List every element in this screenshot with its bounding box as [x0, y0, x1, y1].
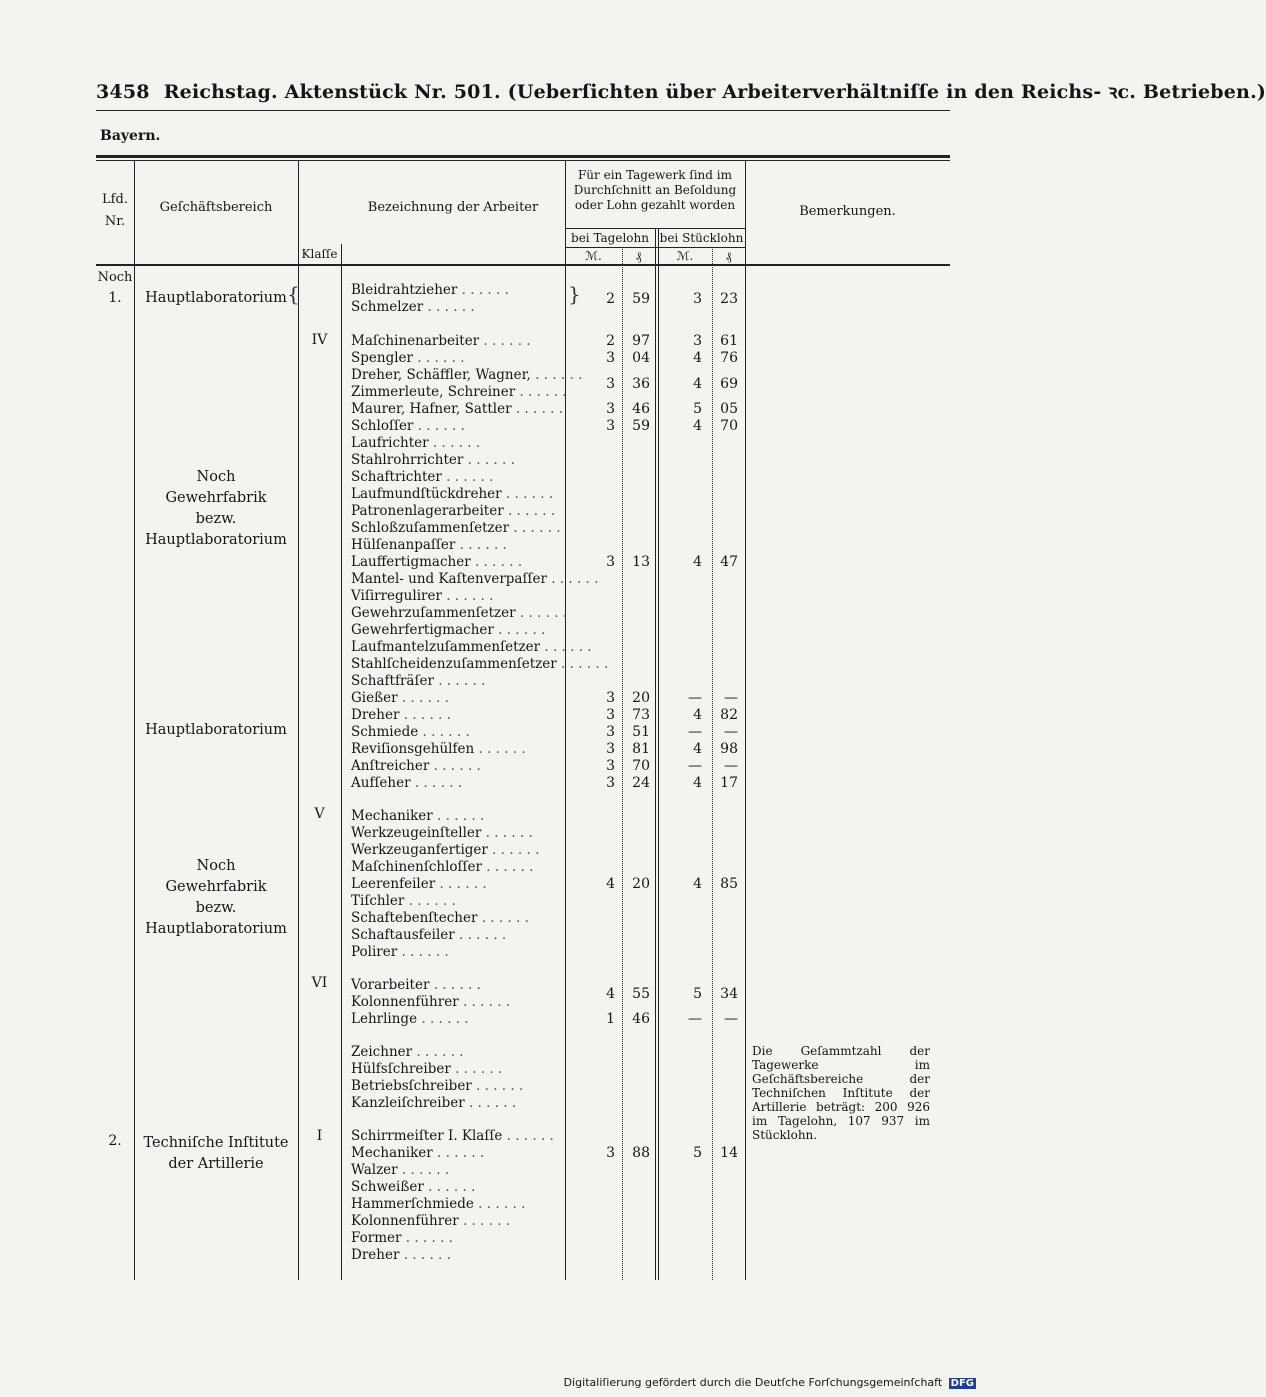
- leader-dots: . . . . . .: [479, 333, 531, 349]
- worker-name: [351, 282, 509, 298]
- col-pf-s: ₰: [725, 249, 732, 263]
- dept-line: der Artillerie: [168, 1156, 264, 1172]
- header-bottom-rule: [96, 264, 950, 266]
- dept-line: bezw.: [195, 511, 237, 527]
- wage-cell-sm: —: [688, 724, 702, 740]
- leader-dots: . . . . . .: [423, 299, 475, 315]
- wage-cell-tp: 59: [632, 291, 650, 307]
- worker-name: [351, 994, 510, 1010]
- wage-cell-sp: 70: [720, 418, 738, 434]
- worker-label: Betriebsſchreiber: [351, 1078, 472, 1094]
- worker-label: Gewehrfertigmacher: [351, 622, 494, 638]
- klasse-i: I: [316, 1128, 323, 1144]
- wage-cell-tm: 3: [606, 418, 615, 434]
- leader-dots: . . . . . .: [493, 622, 546, 638]
- dept-line: Hauptlaboratorium: [145, 532, 287, 548]
- leader-dots: . . . . . .: [463, 452, 515, 468]
- page-number: 3458: [96, 81, 150, 103]
- worker-label: Laufrichter: [351, 435, 429, 451]
- worker-name: [351, 1061, 502, 1077]
- worker-label: Laufmantelzuſammenſetzer: [351, 639, 541, 655]
- wage-cell-sm: 4: [693, 350, 702, 366]
- worker-name: [351, 1213, 510, 1229]
- leader-dots: . . . . . .: [515, 605, 568, 621]
- worker-name: [351, 1078, 523, 1094]
- worker-name: [351, 977, 481, 993]
- worker-name: [351, 299, 475, 315]
- worker-name: [351, 808, 484, 824]
- wage-cell-sm: 4: [693, 876, 702, 892]
- leader-dots: . . . . . .: [509, 520, 561, 536]
- dfg-logo: DFG: [950, 1378, 974, 1389]
- wage-cell-tm: 3: [606, 690, 615, 706]
- wage-cell-sm: 5: [693, 1145, 702, 1161]
- worker-label: Vorarbeiter: [351, 977, 430, 993]
- wage-cell-sm: 4: [693, 418, 702, 434]
- sub-rule: [565, 228, 745, 229]
- wage-cell-sp: 17: [720, 775, 738, 791]
- worker-label: Dreher: [351, 707, 400, 723]
- leader-dots: . . . . . .: [481, 859, 534, 875]
- wage-cell-sm: 4: [693, 707, 702, 723]
- worker-label: Stahlrohrrichter: [351, 452, 464, 468]
- dept-line: Gewehrfabrik: [165, 879, 267, 895]
- leader-dots: . . . . . .: [503, 503, 556, 519]
- worker-label: Schaftausfeiler: [351, 927, 455, 943]
- leader-dots: . . . . . .: [457, 282, 509, 298]
- worker-name: [351, 1247, 451, 1263]
- leader-dots: . . . . . .: [418, 724, 470, 740]
- wage-cell-tm: 3: [606, 707, 615, 723]
- worker-name: [351, 1179, 475, 1195]
- worker-label: Schmelzer: [351, 299, 424, 315]
- wage-cell-sp: 34: [720, 986, 738, 1002]
- wage-cell-tm: 4: [606, 986, 615, 1002]
- worker-name: [351, 333, 531, 349]
- col-durchschnitt: Für ein Tagewerk ſind im Durchſchnitt an Beſoldung oder Lohn gezahlt worden: [573, 168, 737, 212]
- wage-cell-tp: 24: [632, 775, 650, 791]
- worker-name: [351, 707, 451, 723]
- col-rule: [745, 160, 746, 1280]
- dept-line: Gewehrfabrik: [165, 490, 267, 506]
- leader-dots: . . . . . .: [540, 639, 592, 655]
- worker-label: Kolonnenführer: [351, 1213, 459, 1229]
- worker-name: [351, 605, 567, 621]
- leader-dots: . . . . . .: [487, 842, 540, 858]
- row-number-2: 2.: [108, 1133, 122, 1149]
- worker-label: Spengler: [351, 350, 413, 366]
- worker-name: [351, 1162, 449, 1178]
- leader-dots: . . . . . .: [450, 1061, 503, 1077]
- leader-dots: . . . . . .: [399, 707, 451, 723]
- worker-name: [351, 927, 506, 943]
- worker-label: Gewehrzuſammenſetzer: [351, 605, 516, 621]
- worker-label: Tiſchler: [351, 893, 405, 909]
- wage-cell-tm: 3: [606, 350, 615, 366]
- worker-name: [351, 944, 449, 960]
- worker-name: [351, 825, 533, 841]
- worker-name: [351, 758, 481, 774]
- worker-label: Mechaniker: [351, 808, 433, 824]
- worker-name: [351, 384, 567, 400]
- worker-name: [351, 1196, 525, 1212]
- worker-label: Lauffertigmacher: [351, 554, 471, 570]
- worker-label: Zeichner: [351, 1044, 413, 1060]
- wage-cell-tp: 46: [632, 401, 650, 417]
- leader-dots: . . . . . .: [477, 910, 529, 926]
- page-title: Reichstag. Aktenstück Nr. 501. (Ueberſichten über Arbeiterverhältniſſe in den Reichs- ꝛc. Betrieben.): [163, 81, 1266, 103]
- leader-dots: . . . . . .: [429, 758, 481, 774]
- wage-cell-tm: 3: [606, 376, 615, 392]
- wage-cell-sm: 3: [693, 291, 702, 307]
- wage-cell-tp: 36: [632, 376, 650, 392]
- leader-dots: . . . . . .: [417, 1011, 469, 1027]
- leader-dots: . . . . . .: [515, 384, 567, 400]
- worker-label: Mantel- und Kaſtenverpaſſer: [351, 571, 547, 587]
- dept-line: Noch: [196, 858, 236, 874]
- wage-cell-sm: —: [688, 690, 702, 706]
- leader-dots: . . . . . .: [473, 1196, 526, 1212]
- worker-label: Schweißer: [351, 1179, 424, 1195]
- worker-label: Viſirregulirer: [351, 588, 442, 604]
- leader-dots: . . . . . .: [458, 1213, 511, 1229]
- wage-cell-sp: 47: [720, 554, 738, 570]
- wage-cell-sm: 4: [693, 741, 702, 757]
- row-number-1: 1.: [108, 290, 122, 306]
- worker-name: [351, 876, 487, 892]
- wage-cell-sp: 82: [720, 707, 738, 723]
- worker-name: [351, 537, 507, 553]
- worker-name: [351, 673, 485, 689]
- wage-cell-sm: 3: [693, 333, 702, 349]
- worker-name: [351, 842, 539, 858]
- worker-label: Maſchinenſchloſſer: [351, 859, 482, 875]
- worker-label: Werkzeugeinſteller: [351, 825, 482, 841]
- wage-cell-tm: 3: [606, 554, 615, 570]
- leader-dots: . . . . . .: [423, 1179, 476, 1195]
- wage-cell-tp: 20: [632, 690, 650, 706]
- leader-dots: . . . . . .: [410, 775, 463, 791]
- sub-rule: [565, 247, 745, 248]
- wage-cell-tm: 1: [606, 1011, 615, 1027]
- wage-cell-tm: 3: [606, 741, 615, 757]
- col-bezeichnung: Bezeichnung der Arbeiter: [367, 200, 539, 215]
- worker-label: Hammerſchmiede: [351, 1196, 474, 1212]
- worker-label: Hülfsſchreiber: [351, 1061, 451, 1077]
- brace: }: [568, 282, 581, 306]
- worker-name: [351, 1145, 484, 1161]
- leader-dots: . . . . . .: [401, 1230, 453, 1246]
- wage-cell-tp: 13: [632, 554, 650, 570]
- klasse-vi: VI: [311, 975, 328, 991]
- worker-label: Leerenfeiler: [351, 876, 436, 892]
- wage-cell-sp: 76: [720, 350, 738, 366]
- worker-label: Polirer: [351, 944, 398, 960]
- leader-dots: . . . . . .: [432, 808, 485, 824]
- leader-dots: . . . . . .: [501, 486, 554, 502]
- worker-name: [351, 622, 545, 638]
- wage-cell-tp: 46: [632, 1011, 650, 1027]
- dept-gewehrfabrik: [134, 467, 298, 551]
- col-bemerkungen: Bemerkungen.: [799, 204, 896, 219]
- klasse-v: V: [314, 806, 325, 822]
- worker-label: Bleidrahtzieher: [351, 282, 458, 298]
- wage-cell-tm: 4: [606, 876, 615, 892]
- wage-cell-tm: 2: [606, 291, 615, 307]
- col-tagelohn: bei Tagelohn: [571, 231, 649, 245]
- wage-cell-tm: 3: [606, 724, 615, 740]
- wage-cell-tm: 3: [606, 1145, 615, 1161]
- worker-name: [351, 1128, 554, 1144]
- worker-label: Laufmundſtückdreher: [351, 486, 502, 502]
- worker-label: Walzer: [351, 1162, 398, 1178]
- leader-dots: . . . . . .: [412, 1044, 464, 1060]
- wage-cell-sp: —: [724, 1011, 738, 1027]
- wage-cell-tp: 20: [632, 876, 650, 892]
- wage-cell-sm: —: [688, 1011, 702, 1027]
- wage-cell-tp: 73: [632, 707, 650, 723]
- leader-dots: . . . . . .: [429, 977, 481, 993]
- worker-label: Schloſſer: [351, 418, 414, 434]
- wage-cell-sm: 5: [693, 986, 702, 1002]
- worker-label: Patronenlagerarbeiter: [351, 503, 504, 519]
- footer: [564, 1376, 976, 1389]
- wage-cell-sp: 14: [720, 1145, 738, 1161]
- wage-cell-sp: —: [724, 690, 738, 706]
- wage-cell-sp: —: [724, 758, 738, 774]
- worker-label: Schmiede: [351, 724, 419, 740]
- region-label: Bayern.: [100, 128, 161, 144]
- leader-dots: . . . . . .: [471, 1078, 524, 1094]
- worker-name: [351, 350, 464, 366]
- col-pf-t: ₰: [635, 249, 642, 263]
- leader-dots: . . . . . .: [470, 554, 523, 570]
- col-nr: Nr.: [104, 214, 126, 229]
- wage-cell-sp: 98: [720, 741, 738, 757]
- worker-name: [351, 893, 456, 909]
- wage-cell-tp: 04: [632, 350, 650, 366]
- worker-name: [351, 656, 608, 672]
- worker-name: [351, 910, 529, 926]
- worker-name: [351, 469, 493, 485]
- col-stuecklohn: bei Stücklohn: [659, 231, 744, 245]
- col-mark-s: ℳ.: [676, 249, 694, 263]
- col-rule: [298, 160, 299, 1280]
- brace: {: [287, 282, 300, 306]
- dept-line: bezw.: [195, 900, 237, 916]
- leader-dots: . . . . . .: [413, 418, 465, 434]
- remark-text: Die Geſammtzahl der Tagewerke im Geſchäftsbereiche der Techniſchen Inſtitute der Artillerie beträgt: 200 926 im Tagelohn, 107 937 im Stücklohn.: [752, 1044, 930, 1142]
- leader-dots: . . . . . .: [502, 1128, 554, 1144]
- worker-label: Werkzeuganfertiger: [351, 842, 488, 858]
- worker-label: Zimmerleute, Schreiner: [351, 384, 516, 400]
- leader-dots: . . . . . .: [530, 367, 583, 383]
- leader-dots: . . . . . .: [556, 656, 609, 672]
- worker-label: Stahlſcheidenzuſammenſetzer: [351, 656, 557, 672]
- worker-label: Schloßzuſammenſetzer: [351, 520, 510, 536]
- wage-cell-sm: 4: [693, 775, 702, 791]
- worker-name: [351, 401, 563, 417]
- col-lfd: Lfd.: [102, 192, 128, 207]
- leader-dots: . . . . . .: [433, 673, 486, 689]
- worker-name: [351, 1230, 453, 1246]
- leader-dots: . . . . . .: [481, 825, 533, 841]
- wage-cell-sm: —: [688, 758, 702, 774]
- worker-label: Schirrmeiſter I. Klaſſe: [351, 1128, 503, 1144]
- col-geschaeftsbereich: Geſchäftsbereich: [159, 200, 273, 215]
- wage-cell-sp: 85: [720, 876, 738, 892]
- wage-cell-tm: 3: [606, 401, 615, 417]
- klasse-iv: IV: [311, 332, 328, 348]
- table-top-rule: [96, 155, 950, 158]
- worker-name: [351, 435, 480, 451]
- worker-name: [351, 503, 555, 519]
- worker-label: Kanzleiſchreiber: [351, 1095, 465, 1111]
- worker-label: Schaftrichter: [351, 469, 442, 485]
- leader-dots: . . . . . .: [412, 350, 465, 366]
- leader-dots: . . . . . .: [432, 1145, 485, 1161]
- wage-cell-sp: —: [724, 724, 738, 740]
- worker-name: [351, 554, 522, 570]
- worker-name: [351, 724, 470, 740]
- col-klasse: Klaſſe: [301, 247, 338, 261]
- worker-label: Dreher, Schäffler, Wagner,: [351, 367, 531, 383]
- worker-label: Aufſeher: [351, 775, 411, 791]
- worker-name: [351, 775, 462, 791]
- leader-dots: . . . . . .: [441, 588, 494, 604]
- leader-dots: . . . . . .: [441, 469, 494, 485]
- leader-dots: . . . . . .: [454, 927, 507, 943]
- worker-name: [351, 588, 493, 604]
- leader-dots: . . . . . .: [455, 537, 507, 553]
- dept-line: Noch: [196, 469, 236, 485]
- dept-line: Techniſche Inſtitute: [143, 1135, 289, 1151]
- worker-name: [351, 367, 582, 383]
- leader-dots: . . . . . .: [428, 435, 481, 451]
- dept-hauptlaboratorium: Hauptlaboratorium: [145, 290, 287, 306]
- dept-line: Hauptlaboratorium: [145, 921, 287, 937]
- leader-dots: . . . . . .: [397, 944, 449, 960]
- wage-cell-tm: 3: [606, 758, 615, 774]
- page-header: [96, 78, 1266, 104]
- worker-label: Gießer: [351, 690, 398, 706]
- footer-text: Digitaliſierung gefördert durch die Deutſche Forſchungsgemeinſchaft: [563, 1376, 943, 1389]
- worker-name: [351, 418, 465, 434]
- worker-label: Reviſionsgehülfen: [351, 741, 475, 757]
- leader-dots: . . . . . .: [435, 876, 487, 892]
- wage-cell-sp: 61: [720, 333, 738, 349]
- leader-dots: . . . . . .: [458, 994, 511, 1010]
- worker-name: [351, 520, 561, 536]
- worker-label: Schaftfräſer: [351, 673, 434, 689]
- worker-label: Kolonnenführer: [351, 994, 459, 1010]
- wage-cell-tm: 2: [606, 333, 615, 349]
- leader-dots: . . . . . .: [474, 741, 526, 757]
- wage-cell-sm: 5: [693, 401, 702, 417]
- worker-name: [351, 639, 592, 655]
- worker-label: Maurer, Hafner, Sattler: [351, 401, 512, 417]
- leader-dots: . . . . . .: [546, 571, 599, 587]
- worker-name: [351, 741, 526, 757]
- table-top-rule-2: [96, 160, 950, 161]
- col-rule: [655, 228, 656, 1280]
- wage-cell-sp: 05: [720, 401, 738, 417]
- wage-cell-tp: 59: [632, 418, 650, 434]
- worker-label: Anſtreicher: [351, 758, 430, 774]
- leader-dots: . . . . . .: [397, 690, 450, 706]
- wage-cell-tp: 70: [632, 758, 650, 774]
- wage-cell-tp: 81: [632, 741, 650, 757]
- wage-cell-tm: 3: [606, 775, 615, 791]
- dept-gewehrfabrik: [134, 856, 298, 940]
- wage-cell-sp: 23: [720, 291, 738, 307]
- worker-name: [351, 452, 515, 468]
- worker-label: Dreher: [351, 1247, 400, 1263]
- leader-dots: . . . . . .: [399, 1247, 451, 1263]
- header-rule: [96, 110, 950, 111]
- worker-name: [351, 690, 449, 706]
- worker-label: Schaftebenſtecher: [351, 910, 478, 926]
- wage-cell-tp: 51: [632, 724, 650, 740]
- leader-dots: . . . . . .: [397, 1162, 450, 1178]
- wage-cell-tp: 55: [632, 986, 650, 1002]
- worker-name: [351, 1044, 464, 1060]
- dept-technische-institute: [134, 1133, 298, 1175]
- worker-name: [351, 1011, 469, 1027]
- col-rule: [341, 244, 342, 1280]
- leader-dots: . . . . . .: [464, 1095, 517, 1111]
- worker-name: [351, 486, 553, 502]
- wage-cell-sm: 4: [693, 554, 702, 570]
- col-mark-t: ℳ.: [585, 249, 602, 263]
- worker-name: [351, 1095, 516, 1111]
- worker-label: Mechaniker: [351, 1145, 433, 1161]
- dept-hauptlaboratorium: Hauptlaboratorium: [145, 722, 287, 738]
- leader-dots: . . . . . .: [404, 893, 456, 909]
- worker-name: [351, 859, 533, 875]
- wage-cell-tp: 88: [632, 1145, 650, 1161]
- worker-name: [351, 571, 598, 587]
- worker-label: Lehrlinge: [351, 1011, 418, 1027]
- worker-label: Hülſenanpaſſer: [351, 537, 456, 553]
- wage-cell-sp: 69: [720, 376, 738, 392]
- worker-label: Maſchinenarbeiter: [351, 333, 480, 349]
- wage-cell-sm: 4: [693, 376, 702, 392]
- worker-label: Former: [351, 1230, 402, 1246]
- noch-label: Noch: [97, 270, 133, 285]
- wage-cell-tp: 97: [632, 333, 650, 349]
- leader-dots: . . . . . .: [511, 401, 564, 417]
